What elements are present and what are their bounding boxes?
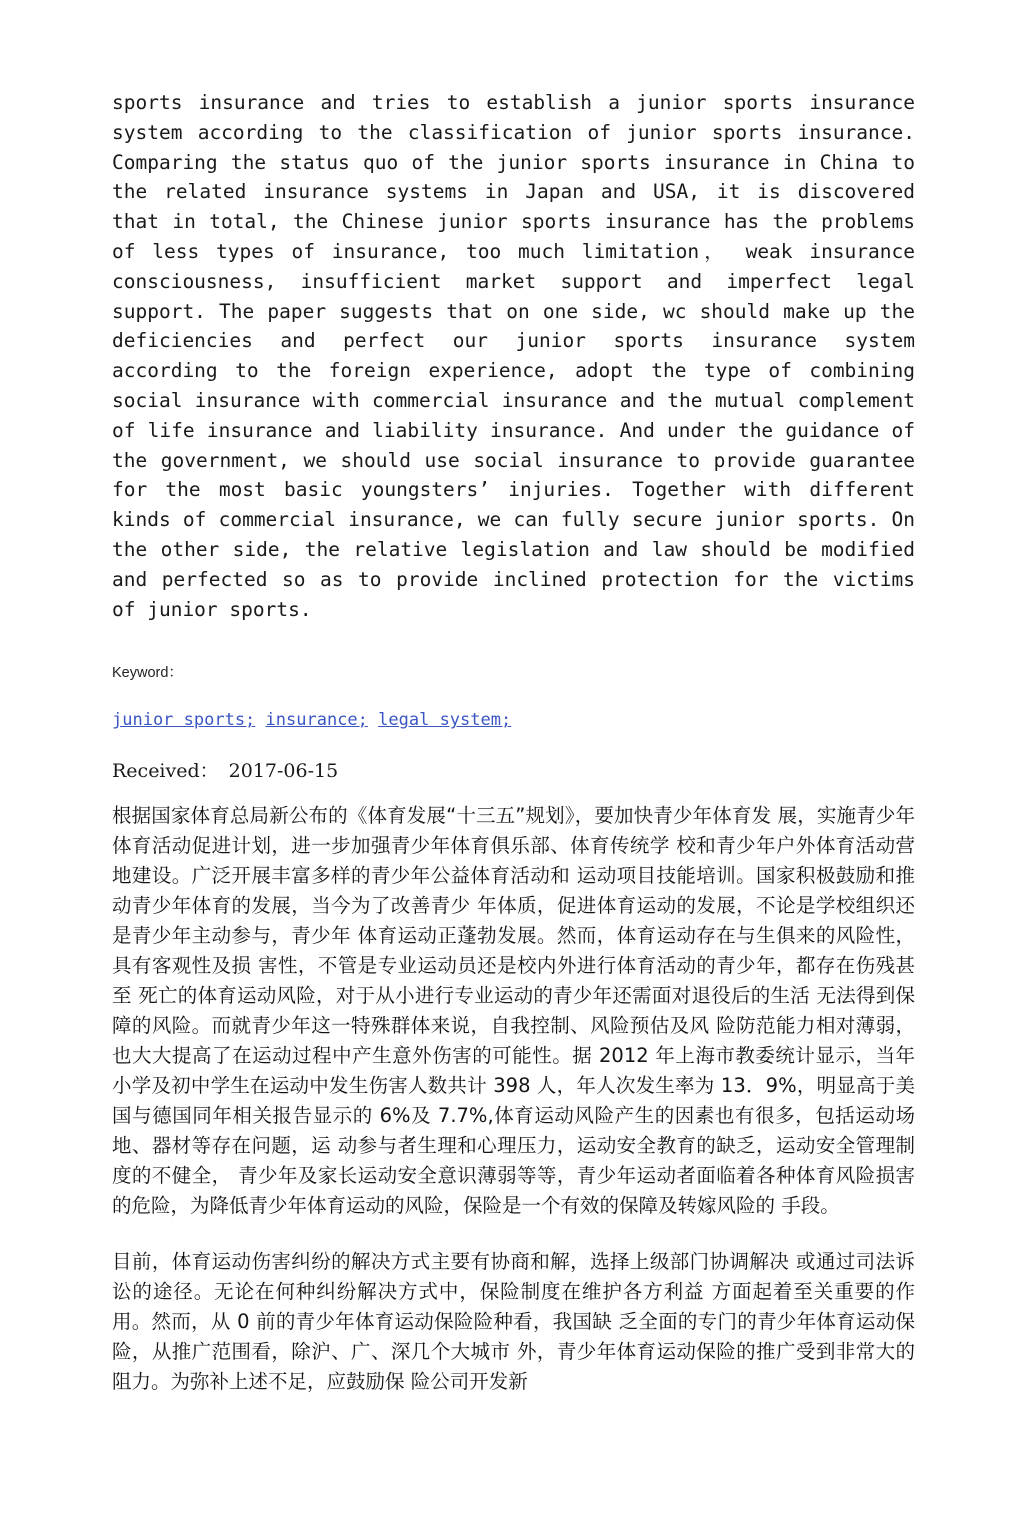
document-page <box>112 88 915 1397</box>
chinese-body-paragraph: 根据国家体育总局新公布的《体育发展“十三五”规划》，要加快青少年体育发 展，实施青少年体育活动促进计划，进一步加强青少年体育俱乐部、体育传统学 校和青少年户外体育活动营地建设。广泛开展丰富多样的青少年公益体育活动和 运动项目技能培训。国家积极鼓励和推动青少年体育的发展，当今为了改善青少 年体质，促进体育运动的发展，不论是学校组织还是青少年主动参与，青少年 体育运动正蓬勃发展。然而，体育运动存在与生俱来的风险性，具有客观性及损 害性，不管是专业运动员还是校内外进行体育活动的青少年，都存在伤残甚至 死亡的体育运动风险，对于从小进行专业运动的青少年还需面对退役后的生活 无法得到保障的风险。而就青少年这一特殊群体来说，自我控制、风险预估及风 险防范能力相对薄弱，也大大提高了在运动过程中产生意外伤害的可能性。据 2012 年上海市教委统计显示，当年小学及初中学生在运动中发生伤害人数共计 398 人，年人次发生率为 13．9%，明显高于美国与德国同年相关报告显示的 6%及 7.7%,体育运动风险产生的因素也有很多，包括运动场地、器材等存在问题，运 动参与者生理和心理压力，运动安全教育的缺乏，运动安全管理制度的不健全， 青少年及家长运动安全意识薄弱等等，青少年运动者面临着各种体育风险损害 的危险，为降低青少年体育运动的风险，保险是一个有效的保障及转嫁风险的 手段。 <box>112 804 915 1218</box>
keyword-list <box>112 710 915 730</box>
keyword-link-legal-system[interactable]: legal system; <box>378 710 512 731</box>
english-abstract: sports insurance and tries to establish a junior sports insurance system according to the classification of junior sports insurance. Comparing the status quo of the junior sports insurance in China to the related insurance systems in Japan and USA, it is discovered that in total, the Chinese junior sports insurance has the problems of less types of insurance, too much limitation， weak insurance consciousness, insufficient market support and imperfect legal support. The paper suggests that on one side, wc should make up the deficiencies and perfect our junior sports insurance system according to the foreign experience, adopt the type of combining social insurance with commercial insurance and the mutual complement of life insurance and liability insurance. And under the guidance of the government, we should use social insurance to provide guarantee for the most basic youngsters’ injuries. Together with different kinds of commercial insurance, we can fully secure junior sports. On the other side, the relative legislation and law should be modified and perfected so as to provide inclined protection for the victims of junior sports. <box>112 91 915 621</box>
received-date: 2017-06-15 <box>228 760 339 783</box>
received-label: Received： <box>112 760 219 783</box>
keyword-label: Keyword： <box>112 665 183 682</box>
keyword-link-insurance[interactable]: insurance; <box>265 710 368 731</box>
keyword-link-junior-sports[interactable]: junior sports; <box>112 710 256 731</box>
received-line <box>112 756 915 783</box>
chinese-body-paragraph: 目前，体育运动伤害纠纷的解决方式主要有协商和解，选择上级部门协调解决 或通过司法诉讼的途径。无论在何种纠纷解决方式中，保险制度在维护各方利益 方面起着至关重要的作用。然而，从 0 前的青少年体育运动保险险种看，我国缺 乏全面的专门的青少年体育运动保险，从推广范围看，除沪、广、深几个大城市 外，青少年体育运动保险的推广受到非常大的阻力。为弥补上述不足，应鼓励保 险公司开发新 <box>112 1250 915 1394</box>
